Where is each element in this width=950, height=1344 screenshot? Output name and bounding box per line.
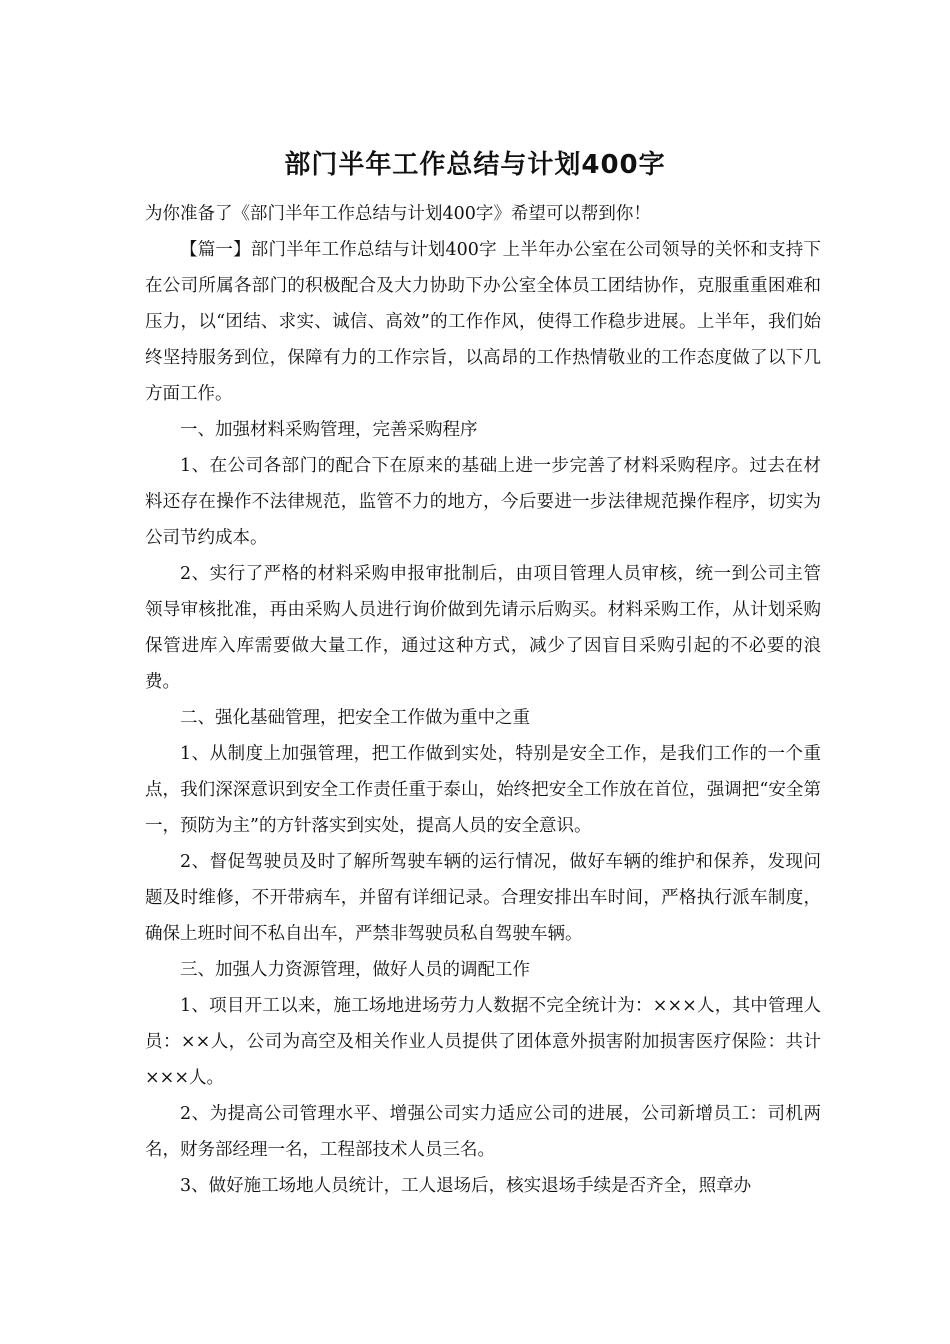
intro-paragraph: 为你准备了《部门半年工作总结与计划400字》希望可以帮到你！ bbox=[145, 204, 651, 224]
document-title: 部门半年工作总结与计划400字 bbox=[284, 150, 666, 180]
paragraph-section-one-intro: 【篇一】部门半年工作总结与计划400字 上半年办公室在公司领导的关怀和支持下在公司所属各部门的积极配合及大力协助下办公室全体员工团结协作，克服重重困难和压力，以“团结、求实、诚信、高效”的工作作风，使得工作稳步进展。上半年，我们始终坚持服务到位，保障有力的工作宗旨，以高昂的工作热情敬业的工作态度做了以下几方面工作。 bbox=[145, 240, 821, 404]
paragraph: 2、督促驾驶员及时了解所驾驶车辆的运行情况，做好车辆的维护和保养，发现问题及时维修，不开带病车，并留有详细记录。合理安排出车时间，严格执行派车制度，确保上班时间不私自出车，严禁非驾驶员私自驾驶车辆。 bbox=[145, 852, 821, 944]
section-heading-3: 三、加强人力资源管理，做好人员的调配工作 bbox=[180, 960, 530, 980]
document-body bbox=[145, 196, 821, 1204]
section-heading-2: 二、强化基础管理，把安全工作做为重中之重 bbox=[180, 708, 530, 728]
section-heading-1: 一、加强材料采购管理，完善采购程序 bbox=[180, 420, 478, 440]
paragraph: 2、实行了严格的材料采购申报审批制后，由项目管理人员审核，统一到公司主管领导审核批准，再由采购人员进行询价做到先请示后购买。材料采购工作，从计划采购保管进库入库需要做大量工作，通过这种方式，减少了因盲目采购引起的不必要的浪费。 bbox=[145, 564, 821, 692]
paragraph: 2、为提高公司管理水平、增强公司实力适应公司的进展，公司新增员工：司机两名，财务部经理一名，工程部技术人员三名。 bbox=[145, 1104, 821, 1160]
paragraph: 1、项目开工以来，施工场地进场劳力人数据不完全统计为：×××人，其中管理人员：××人，公司为高空及相关作业人员提供了团体意外损害附加损害医疗保险：共计×××人。 bbox=[145, 996, 821, 1088]
paragraph: 1、在公司各部门的配合下在原来的基础上进一步完善了材料采购程序。过去在材料还存在操作不法律规范，监管不力的地方，今后要进一步法律规范操作程序，切实为公司节约成本。 bbox=[145, 456, 821, 548]
paragraph: 3、做好施工场地人员统计，工人退场后，核实退场手续是否齐全，照章办 bbox=[180, 1176, 752, 1196]
paragraph: 1、从制度上加强管理，把工作做到实处，特别是安全工作，是我们工作的一个重点，我们深深意识到安全工作责任重于泰山，始终把安全工作放在首位，强调把“安全第一，预防为主”的方针落实到实处，提高人员的安全意识。 bbox=[145, 744, 821, 836]
